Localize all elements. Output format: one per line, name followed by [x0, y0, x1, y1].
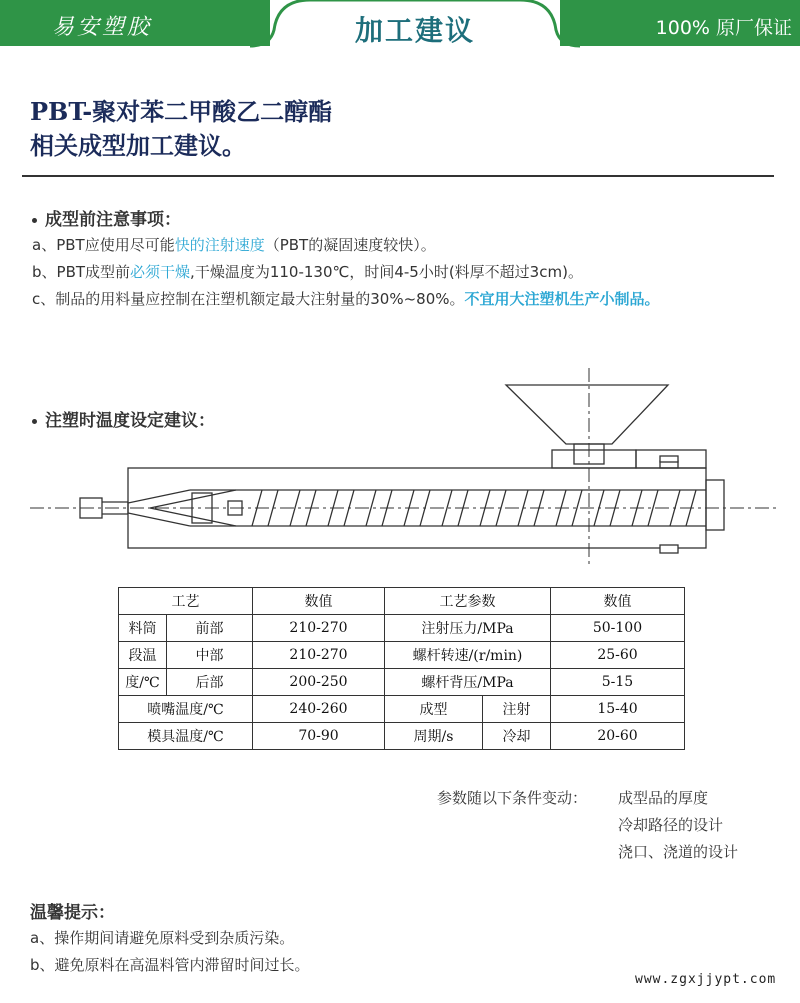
banner-title: 加工建议	[354, 14, 475, 47]
highlight-text: 快的注射速度	[174, 236, 265, 254]
tips-heading: 温馨提示：	[30, 903, 115, 923]
table-cell: 后部	[167, 669, 253, 696]
table-cell: 210-270	[253, 615, 385, 642]
table-header-cell: 工艺参数	[385, 588, 551, 615]
table-cell: 前部	[167, 615, 253, 642]
table-cell: 70-90	[253, 723, 385, 750]
pre-molding-item-c: c、制品的用料量应控制在注塑机额定最大注射量的30%~80%。不宜用大注塑机生产小制品。	[32, 290, 660, 308]
tip-item-a: a、操作期间请避免原料受到杂质污染。	[30, 929, 295, 947]
table-cell: 螺杆转速/(r/min)	[385, 642, 551, 669]
table-cell: 喷嘴温度/℃	[119, 696, 253, 723]
title-divider	[22, 175, 774, 177]
table-cell: 5-15	[551, 669, 685, 696]
highlight-text: 必须干燥	[130, 263, 191, 281]
guarantee-text: 100% 原厂保证	[655, 17, 792, 39]
table-cell: 螺杆背压/MPa	[385, 669, 551, 696]
table-cell: 注射压力/MPa	[385, 615, 551, 642]
table-cell: 度/℃	[119, 669, 167, 696]
table-cell: 料筒	[119, 615, 167, 642]
table-row	[119, 615, 685, 642]
table-row	[119, 696, 685, 723]
site-watermark: www.zgxjjypt.com	[635, 972, 777, 987]
process-parameter-table	[118, 587, 685, 750]
conditions-label: 参数随以下条件变动：	[437, 789, 588, 807]
condition-item: 冷却路径的设计	[618, 816, 724, 834]
table-cell: 成型	[385, 696, 483, 723]
table-row	[119, 669, 685, 696]
table-header-row	[119, 588, 685, 615]
brand-name: 易安塑胶	[52, 15, 153, 40]
pre-molding-item-a: a、PBT应使用尽可能快的注射速度（PBT的凝固速度较快）。	[32, 236, 436, 254]
table-row	[119, 642, 685, 669]
temp-setting-heading: 注塑时温度设定建议：	[32, 406, 215, 431]
table-cell: 中部	[167, 642, 253, 669]
table-cell: 周期/s	[385, 723, 483, 750]
table-cell: 15-40	[551, 696, 685, 723]
page-title-line2: 相关成型加工建议。	[30, 131, 246, 160]
table-cell: 20-60	[551, 723, 685, 750]
table-cell: 模具温度/℃	[119, 723, 253, 750]
table-cell: 冷却	[483, 723, 551, 750]
pre-molding-item-b: b、PBT成型前必须干燥,干燥温度为110-130℃，时间4-5小时(料厚不超过3cm)。	[32, 263, 583, 281]
condition-item: 成型品的厚度	[618, 789, 709, 807]
bullet-dot	[32, 218, 37, 223]
injection-screw-diagram	[0, 368, 800, 568]
table-header-cell: 数值	[551, 588, 685, 615]
pre-molding-heading: 成型前注意事项：	[32, 205, 181, 230]
page-title-line1: PBT-聚对苯二甲酸乙二醇酯	[30, 97, 333, 126]
condition-item: 浇口、浇道的设计	[618, 843, 739, 861]
table-cell: 段温	[119, 642, 167, 669]
table-cell: 200-250	[253, 669, 385, 696]
table-cell: 注射	[483, 696, 551, 723]
table-cell: 25-60	[551, 642, 685, 669]
highlight-text: 不宜用大注塑机生产小制品。	[464, 290, 660, 308]
table-cell: 240-260	[253, 696, 385, 723]
table-row	[119, 723, 685, 750]
table-cell: 210-270	[253, 642, 385, 669]
tip-item-b: b、避免原料在高温料管内滞留时间过长。	[30, 956, 310, 974]
table-header-cell: 数值	[253, 588, 385, 615]
table-cell: 50-100	[551, 615, 685, 642]
table-header-cell: 工艺	[119, 588, 253, 615]
header-banner	[0, 0, 800, 58]
